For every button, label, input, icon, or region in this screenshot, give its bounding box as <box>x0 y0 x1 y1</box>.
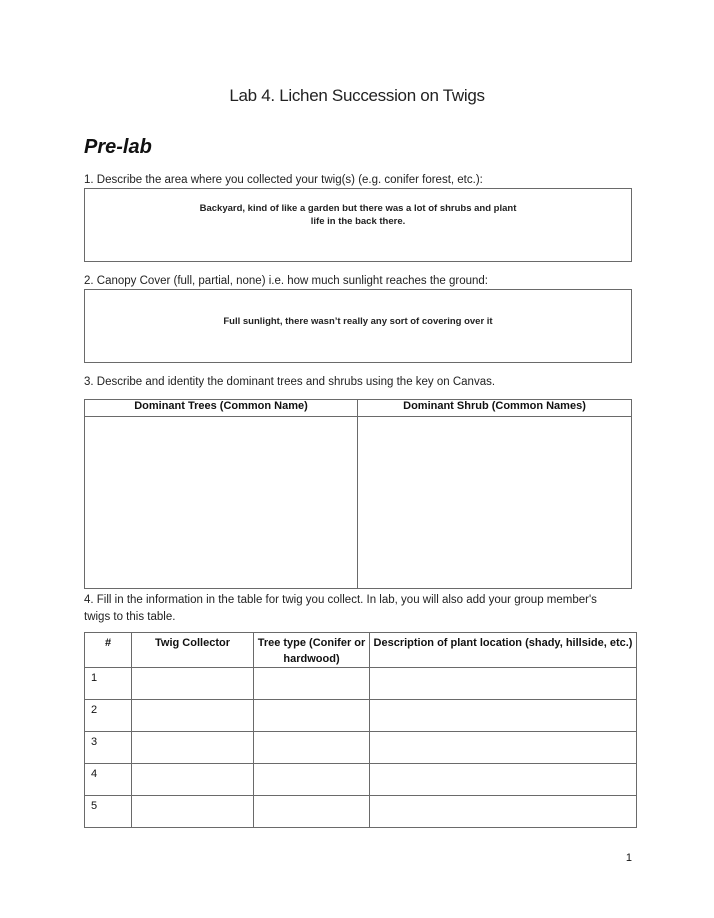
document-title: Lab 4. Lichen Succession on Twigs <box>229 86 485 105</box>
question-2: 2. Canopy Cover (full, partial, none) i.e. how much sunlight reaches the ground: <box>84 275 488 287</box>
row-number: 3 <box>85 732 132 764</box>
question-1: 1. Describe the area where you collected your twig(s) (e.g. conifer forest, etc.): <box>84 174 483 186</box>
table-cell[interactable] <box>254 668 370 700</box>
table-row <box>85 700 637 732</box>
col-dominant-trees: Dominant Trees (Common Name) <box>85 400 358 417</box>
col-tree-type: Tree type (Conifer or hardwood) <box>254 633 370 668</box>
table-cell[interactable] <box>370 732 637 764</box>
table-cell[interactable] <box>370 764 637 796</box>
answer-box-2[interactable] <box>84 289 632 363</box>
section-heading: Pre-lab <box>84 136 152 158</box>
table-cell[interactable] <box>132 732 254 764</box>
table-row <box>85 668 637 700</box>
table-row <box>85 796 637 828</box>
table-cell[interactable] <box>370 668 637 700</box>
dominant-plants-table <box>84 399 632 589</box>
twig-table <box>84 632 637 828</box>
question-4-line-2: twigs to this table. <box>84 611 176 623</box>
dominant-trees-cell[interactable] <box>85 417 358 589</box>
table-cell[interactable] <box>132 796 254 828</box>
table-cell[interactable] <box>132 764 254 796</box>
col-number: # <box>85 633 132 668</box>
answer-2: Full sunlight, there wasn’t really any sort of covering over it <box>223 316 493 327</box>
row-number: 5 <box>85 796 132 828</box>
answer-box-1[interactable] <box>84 188 632 262</box>
question-4 <box>84 592 597 626</box>
row-number: 1 <box>85 668 132 700</box>
table-row <box>85 764 637 796</box>
table-cell[interactable] <box>254 700 370 732</box>
table-cell[interactable] <box>370 700 637 732</box>
answer-1-line-1: Backyard, kind of like a garden but there was a lot of shrubs and plant <box>199 203 517 214</box>
table-cell[interactable] <box>254 796 370 828</box>
col-twig-collector: Twig Collector <box>132 633 254 668</box>
table-row <box>85 732 637 764</box>
row-number: 2 <box>85 700 132 732</box>
row-number: 4 <box>85 764 132 796</box>
table-cell[interactable] <box>254 732 370 764</box>
answer-1-line-2: life in the back there. <box>310 216 406 227</box>
question-4-line-1: 4. Fill in the information in the table for twig you collect. In lab, you will also add your group member's <box>84 594 597 606</box>
question-3: 3. Describe and identity the dominant trees and shrubs using the key on Canvas. <box>84 376 496 388</box>
col-plant-location: Description of plant location (shady, hillside, etc.) <box>370 633 637 668</box>
table-cell[interactable] <box>370 796 637 828</box>
col-dominant-shrubs: Dominant Shrub (Common Names) <box>358 400 632 417</box>
table-cell[interactable] <box>254 764 370 796</box>
table-cell[interactable] <box>132 668 254 700</box>
dominant-shrubs-cell[interactable] <box>358 417 632 589</box>
page-number: 1 <box>625 852 632 864</box>
table-cell[interactable] <box>132 700 254 732</box>
